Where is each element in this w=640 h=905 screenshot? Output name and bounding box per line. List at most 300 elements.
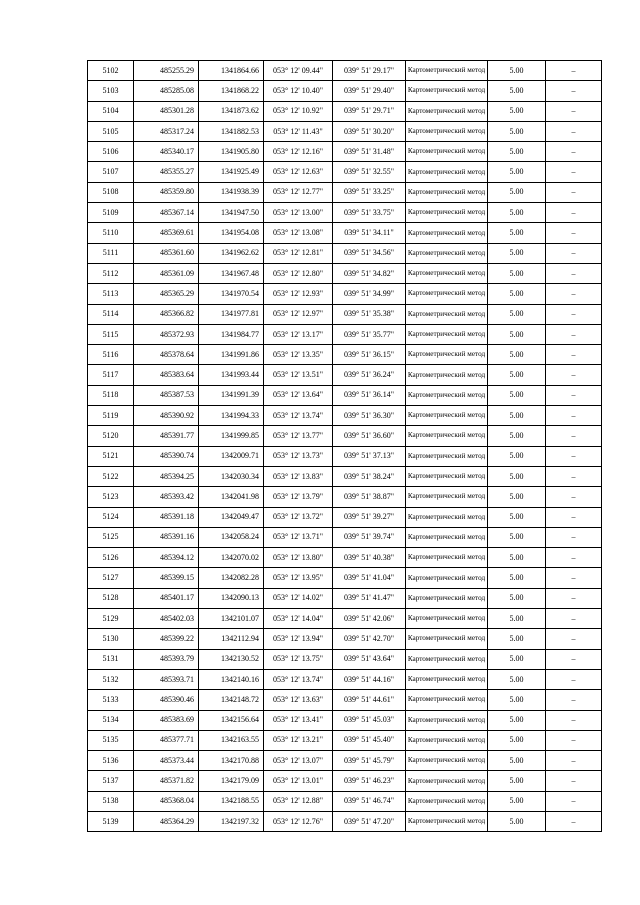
description-cell: – bbox=[546, 730, 602, 750]
y-coordinate-cell: 1342130.52 bbox=[199, 649, 264, 669]
table-row bbox=[88, 121, 602, 141]
accuracy-cell: 5.00 bbox=[488, 81, 546, 101]
x-coordinate-cell: 485391.77 bbox=[134, 426, 199, 446]
table-row bbox=[88, 669, 602, 689]
accuracy-cell: 5.00 bbox=[488, 609, 546, 629]
description-cell: – bbox=[546, 142, 602, 162]
point-number-cell: 5123 bbox=[88, 487, 134, 507]
accuracy-cell: 5.00 bbox=[488, 182, 546, 202]
y-coordinate-cell: 1342170.88 bbox=[199, 751, 264, 771]
longitude-cell: 039° 51' 37.13" bbox=[333, 446, 406, 466]
accuracy-cell: 5.00 bbox=[488, 710, 546, 730]
x-coordinate-cell: 485361.60 bbox=[134, 243, 199, 263]
description-cell: – bbox=[546, 568, 602, 588]
method-cell: Картометрический метод bbox=[406, 507, 488, 527]
method-cell: Картометрический метод bbox=[406, 81, 488, 101]
y-coordinate-cell: 1341991.86 bbox=[199, 345, 264, 365]
description-cell: – bbox=[546, 365, 602, 385]
method-cell: Картометрический метод bbox=[406, 101, 488, 121]
method-cell: Картометрический метод bbox=[406, 324, 488, 344]
method-cell: Картометрический метод bbox=[406, 669, 488, 689]
method-cell: Картометрический метод bbox=[406, 588, 488, 608]
table-row bbox=[88, 609, 602, 629]
table-row bbox=[88, 243, 602, 263]
x-coordinate-cell: 485387.53 bbox=[134, 385, 199, 405]
table-body bbox=[88, 61, 602, 832]
table-row bbox=[88, 527, 602, 547]
description-cell: – bbox=[546, 426, 602, 446]
x-coordinate-cell: 485255.29 bbox=[134, 61, 199, 81]
method-cell: Картометрический метод bbox=[406, 730, 488, 750]
x-coordinate-cell: 485377.71 bbox=[134, 730, 199, 750]
latitude-cell: 053° 12' 09.44" bbox=[264, 61, 333, 81]
y-coordinate-cell: 1341999.85 bbox=[199, 426, 264, 446]
y-coordinate-cell: 1342058.24 bbox=[199, 527, 264, 547]
coordinates-table bbox=[87, 60, 602, 832]
x-coordinate-cell: 485383.69 bbox=[134, 710, 199, 730]
accuracy-cell: 5.00 bbox=[488, 284, 546, 304]
latitude-cell: 053° 12' 12.80" bbox=[264, 263, 333, 283]
x-coordinate-cell: 485372.93 bbox=[134, 324, 199, 344]
table-row bbox=[88, 162, 602, 182]
point-number-cell: 5130 bbox=[88, 629, 134, 649]
point-number-cell: 5111 bbox=[88, 243, 134, 263]
description-cell: – bbox=[546, 446, 602, 466]
table-row bbox=[88, 203, 602, 223]
table-row bbox=[88, 385, 602, 405]
y-coordinate-cell: 1342030.34 bbox=[199, 466, 264, 486]
table-row bbox=[88, 61, 602, 81]
x-coordinate-cell: 485340.17 bbox=[134, 142, 199, 162]
latitude-cell: 053° 12' 13.94" bbox=[264, 629, 333, 649]
y-coordinate-cell: 1342148.72 bbox=[199, 690, 264, 710]
accuracy-cell: 5.00 bbox=[488, 771, 546, 791]
table-row bbox=[88, 548, 602, 568]
table-row bbox=[88, 487, 602, 507]
method-cell: Картометрический метод bbox=[406, 568, 488, 588]
longitude-cell: 039° 51' 36.30" bbox=[333, 406, 406, 426]
accuracy-cell: 5.00 bbox=[488, 446, 546, 466]
y-coordinate-cell: 1342070.02 bbox=[199, 548, 264, 568]
point-number-cell: 5120 bbox=[88, 426, 134, 446]
point-number-cell: 5105 bbox=[88, 121, 134, 141]
latitude-cell: 053° 12' 13.41" bbox=[264, 710, 333, 730]
accuracy-cell: 5.00 bbox=[488, 324, 546, 344]
longitude-cell: 039° 51' 38.24" bbox=[333, 466, 406, 486]
point-number-cell: 5138 bbox=[88, 791, 134, 811]
method-cell: Картометрический метод bbox=[406, 406, 488, 426]
accuracy-cell: 5.00 bbox=[488, 507, 546, 527]
longitude-cell: 039° 51' 34.99" bbox=[333, 284, 406, 304]
table-row bbox=[88, 324, 602, 344]
accuracy-cell: 5.00 bbox=[488, 487, 546, 507]
point-number-cell: 5103 bbox=[88, 81, 134, 101]
accuracy-cell: 5.00 bbox=[488, 406, 546, 426]
y-coordinate-cell: 1341905.80 bbox=[199, 142, 264, 162]
x-coordinate-cell: 485391.16 bbox=[134, 527, 199, 547]
table-row bbox=[88, 690, 602, 710]
latitude-cell: 053° 12' 13.73" bbox=[264, 446, 333, 466]
description-cell: – bbox=[546, 771, 602, 791]
method-cell: Картометрический метод bbox=[406, 710, 488, 730]
method-cell: Картометрический метод bbox=[406, 304, 488, 324]
description-cell: – bbox=[546, 466, 602, 486]
latitude-cell: 053° 12' 13.83" bbox=[264, 466, 333, 486]
latitude-cell: 053° 12' 13.74" bbox=[264, 669, 333, 689]
description-cell: – bbox=[546, 162, 602, 182]
longitude-cell: 039° 51' 43.64" bbox=[333, 649, 406, 669]
x-coordinate-cell: 485285.08 bbox=[134, 81, 199, 101]
point-number-cell: 5125 bbox=[88, 527, 134, 547]
latitude-cell: 053° 12' 13.07" bbox=[264, 751, 333, 771]
table-row bbox=[88, 730, 602, 750]
longitude-cell: 039° 51' 36.60" bbox=[333, 426, 406, 446]
accuracy-cell: 5.00 bbox=[488, 690, 546, 710]
accuracy-cell: 5.00 bbox=[488, 811, 546, 831]
x-coordinate-cell: 485402.03 bbox=[134, 609, 199, 629]
description-cell: – bbox=[546, 669, 602, 689]
point-number-cell: 5122 bbox=[88, 466, 134, 486]
accuracy-cell: 5.00 bbox=[488, 568, 546, 588]
method-cell: Картометрический метод bbox=[406, 263, 488, 283]
description-cell: – bbox=[546, 690, 602, 710]
table-row bbox=[88, 751, 602, 771]
longitude-cell: 039° 51' 34.82" bbox=[333, 263, 406, 283]
point-number-cell: 5114 bbox=[88, 304, 134, 324]
latitude-cell: 053° 12' 12.77" bbox=[264, 182, 333, 202]
latitude-cell: 053° 12' 13.00" bbox=[264, 203, 333, 223]
accuracy-cell: 5.00 bbox=[488, 365, 546, 385]
description-cell: – bbox=[546, 223, 602, 243]
y-coordinate-cell: 1341984.77 bbox=[199, 324, 264, 344]
x-coordinate-cell: 485399.15 bbox=[134, 568, 199, 588]
point-number-cell: 5121 bbox=[88, 446, 134, 466]
description-cell: – bbox=[546, 101, 602, 121]
longitude-cell: 039° 51' 36.24" bbox=[333, 365, 406, 385]
y-coordinate-cell: 1341882.53 bbox=[199, 121, 264, 141]
x-coordinate-cell: 485367.14 bbox=[134, 203, 199, 223]
description-cell: – bbox=[546, 406, 602, 426]
description-cell: – bbox=[546, 710, 602, 730]
point-number-cell: 5113 bbox=[88, 284, 134, 304]
table-row bbox=[88, 588, 602, 608]
point-number-cell: 5132 bbox=[88, 669, 134, 689]
table-row bbox=[88, 101, 602, 121]
x-coordinate-cell: 485391.18 bbox=[134, 507, 199, 527]
method-cell: Картометрический метод bbox=[406, 142, 488, 162]
longitude-cell: 039° 51' 47.20" bbox=[333, 811, 406, 831]
table-row bbox=[88, 263, 602, 283]
y-coordinate-cell: 1342179.09 bbox=[199, 771, 264, 791]
longitude-cell: 039° 51' 46.23" bbox=[333, 771, 406, 791]
description-cell: – bbox=[546, 263, 602, 283]
accuracy-cell: 5.00 bbox=[488, 527, 546, 547]
method-cell: Картометрический метод bbox=[406, 811, 488, 831]
method-cell: Картометрический метод bbox=[406, 61, 488, 81]
description-cell: – bbox=[546, 203, 602, 223]
table-row bbox=[88, 507, 602, 527]
y-coordinate-cell: 1341864.66 bbox=[199, 61, 264, 81]
longitude-cell: 039° 51' 45.03" bbox=[333, 710, 406, 730]
method-cell: Картометрический метод bbox=[406, 446, 488, 466]
x-coordinate-cell: 485365.29 bbox=[134, 284, 199, 304]
accuracy-cell: 5.00 bbox=[488, 629, 546, 649]
accuracy-cell: 5.00 bbox=[488, 466, 546, 486]
longitude-cell: 039° 51' 40.38" bbox=[333, 548, 406, 568]
x-coordinate-cell: 485394.12 bbox=[134, 548, 199, 568]
point-number-cell: 5124 bbox=[88, 507, 134, 527]
method-cell: Картометрический метод bbox=[406, 466, 488, 486]
point-number-cell: 5135 bbox=[88, 730, 134, 750]
latitude-cell: 053° 12' 13.79" bbox=[264, 487, 333, 507]
longitude-cell: 039° 51' 33.25" bbox=[333, 182, 406, 202]
y-coordinate-cell: 1342163.55 bbox=[199, 730, 264, 750]
point-number-cell: 5106 bbox=[88, 142, 134, 162]
table-row bbox=[88, 568, 602, 588]
latitude-cell: 053° 12' 12.88" bbox=[264, 791, 333, 811]
latitude-cell: 053° 12' 13.77" bbox=[264, 426, 333, 446]
x-coordinate-cell: 485378.64 bbox=[134, 345, 199, 365]
method-cell: Картометрический метод bbox=[406, 284, 488, 304]
y-coordinate-cell: 1341954.08 bbox=[199, 223, 264, 243]
description-cell: – bbox=[546, 324, 602, 344]
point-number-cell: 5134 bbox=[88, 710, 134, 730]
table-row bbox=[88, 426, 602, 446]
method-cell: Картометрический метод bbox=[406, 791, 488, 811]
description-cell: – bbox=[546, 791, 602, 811]
longitude-cell: 039° 51' 45.79" bbox=[333, 751, 406, 771]
point-number-cell: 5133 bbox=[88, 690, 134, 710]
table-row bbox=[88, 304, 602, 324]
y-coordinate-cell: 1342140.16 bbox=[199, 669, 264, 689]
point-number-cell: 5104 bbox=[88, 101, 134, 121]
longitude-cell: 039° 51' 29.71" bbox=[333, 101, 406, 121]
x-coordinate-cell: 485364.29 bbox=[134, 811, 199, 831]
accuracy-cell: 5.00 bbox=[488, 385, 546, 405]
point-number-cell: 5110 bbox=[88, 223, 134, 243]
longitude-cell: 039° 51' 30.20" bbox=[333, 121, 406, 141]
longitude-cell: 039° 51' 36.15" bbox=[333, 345, 406, 365]
x-coordinate-cell: 485393.42 bbox=[134, 487, 199, 507]
table-row bbox=[88, 771, 602, 791]
method-cell: Картометрический метод bbox=[406, 649, 488, 669]
point-number-cell: 5139 bbox=[88, 811, 134, 831]
longitude-cell: 039° 51' 29.17" bbox=[333, 61, 406, 81]
longitude-cell: 039° 51' 44.16" bbox=[333, 669, 406, 689]
x-coordinate-cell: 485393.71 bbox=[134, 669, 199, 689]
point-number-cell: 5119 bbox=[88, 406, 134, 426]
x-coordinate-cell: 485394.25 bbox=[134, 466, 199, 486]
point-number-cell: 5118 bbox=[88, 385, 134, 405]
point-number-cell: 5137 bbox=[88, 771, 134, 791]
method-cell: Картометрический метод bbox=[406, 548, 488, 568]
point-number-cell: 5108 bbox=[88, 182, 134, 202]
longitude-cell: 039° 51' 39.74" bbox=[333, 527, 406, 547]
point-number-cell: 5112 bbox=[88, 263, 134, 283]
y-coordinate-cell: 1341994.33 bbox=[199, 406, 264, 426]
method-cell: Картометрический метод bbox=[406, 203, 488, 223]
x-coordinate-cell: 485373.44 bbox=[134, 751, 199, 771]
x-coordinate-cell: 485393.79 bbox=[134, 649, 199, 669]
latitude-cell: 053° 12' 12.63" bbox=[264, 162, 333, 182]
longitude-cell: 039° 51' 36.14" bbox=[333, 385, 406, 405]
y-coordinate-cell: 1341970.54 bbox=[199, 284, 264, 304]
x-coordinate-cell: 485361.09 bbox=[134, 263, 199, 283]
y-coordinate-cell: 1342112.94 bbox=[199, 629, 264, 649]
x-coordinate-cell: 485301.28 bbox=[134, 101, 199, 121]
accuracy-cell: 5.00 bbox=[488, 649, 546, 669]
description-cell: – bbox=[546, 345, 602, 365]
longitude-cell: 039° 51' 38.87" bbox=[333, 487, 406, 507]
method-cell: Картометрический метод bbox=[406, 629, 488, 649]
accuracy-cell: 5.00 bbox=[488, 791, 546, 811]
table-row bbox=[88, 649, 602, 669]
point-number-cell: 5136 bbox=[88, 751, 134, 771]
method-cell: Картометрический метод bbox=[406, 609, 488, 629]
y-coordinate-cell: 1341977.81 bbox=[199, 304, 264, 324]
latitude-cell: 053° 12' 13.80" bbox=[264, 548, 333, 568]
description-cell: – bbox=[546, 811, 602, 831]
table-row bbox=[88, 142, 602, 162]
latitude-cell: 053° 12' 12.93" bbox=[264, 284, 333, 304]
y-coordinate-cell: 1342197.32 bbox=[199, 811, 264, 831]
table-row bbox=[88, 365, 602, 385]
accuracy-cell: 5.00 bbox=[488, 142, 546, 162]
x-coordinate-cell: 485369.61 bbox=[134, 223, 199, 243]
x-coordinate-cell: 485390.74 bbox=[134, 446, 199, 466]
method-cell: Картометрический метод bbox=[406, 751, 488, 771]
accuracy-cell: 5.00 bbox=[488, 223, 546, 243]
y-coordinate-cell: 1342156.64 bbox=[199, 710, 264, 730]
latitude-cell: 053° 12' 12.16" bbox=[264, 142, 333, 162]
latitude-cell: 053° 12' 12.76" bbox=[264, 811, 333, 831]
description-cell: – bbox=[546, 649, 602, 669]
y-coordinate-cell: 1341991.39 bbox=[199, 385, 264, 405]
y-coordinate-cell: 1341938.39 bbox=[199, 182, 264, 202]
longitude-cell: 039° 51' 34.11" bbox=[333, 223, 406, 243]
y-coordinate-cell: 1342049.47 bbox=[199, 507, 264, 527]
longitude-cell: 039° 51' 35.38" bbox=[333, 304, 406, 324]
point-number-cell: 5129 bbox=[88, 609, 134, 629]
description-cell: – bbox=[546, 243, 602, 263]
latitude-cell: 053° 12' 13.35" bbox=[264, 345, 333, 365]
latitude-cell: 053° 12' 13.51" bbox=[264, 365, 333, 385]
method-cell: Картометрический метод bbox=[406, 690, 488, 710]
description-cell: – bbox=[546, 284, 602, 304]
description-cell: – bbox=[546, 61, 602, 81]
method-cell: Картометрический метод bbox=[406, 345, 488, 365]
longitude-cell: 039° 51' 34.56" bbox=[333, 243, 406, 263]
accuracy-cell: 5.00 bbox=[488, 61, 546, 81]
description-cell: – bbox=[546, 751, 602, 771]
longitude-cell: 039° 51' 42.06" bbox=[333, 609, 406, 629]
x-coordinate-cell: 485390.92 bbox=[134, 406, 199, 426]
x-coordinate-cell: 485371.82 bbox=[134, 771, 199, 791]
method-cell: Картометрический метод bbox=[406, 121, 488, 141]
y-coordinate-cell: 1341925.49 bbox=[199, 162, 264, 182]
method-cell: Картометрический метод bbox=[406, 426, 488, 446]
x-coordinate-cell: 485390.46 bbox=[134, 690, 199, 710]
y-coordinate-cell: 1341962.62 bbox=[199, 243, 264, 263]
table-row bbox=[88, 446, 602, 466]
description-cell: – bbox=[546, 548, 602, 568]
point-number-cell: 5116 bbox=[88, 345, 134, 365]
y-coordinate-cell: 1341868.22 bbox=[199, 81, 264, 101]
latitude-cell: 053° 12' 10.40" bbox=[264, 81, 333, 101]
method-cell: Картометрический метод bbox=[406, 162, 488, 182]
method-cell: Картометрический метод bbox=[406, 385, 488, 405]
x-coordinate-cell: 485383.64 bbox=[134, 365, 199, 385]
point-number-cell: 5126 bbox=[88, 548, 134, 568]
method-cell: Картометрический метод bbox=[406, 365, 488, 385]
latitude-cell: 053° 12' 13.17" bbox=[264, 324, 333, 344]
longitude-cell: 039° 51' 35.77" bbox=[333, 324, 406, 344]
longitude-cell: 039° 51' 41.04" bbox=[333, 568, 406, 588]
method-cell: Картометрический метод bbox=[406, 223, 488, 243]
accuracy-cell: 5.00 bbox=[488, 669, 546, 689]
table-row bbox=[88, 811, 602, 831]
longitude-cell: 039° 51' 46.74" bbox=[333, 791, 406, 811]
table-row bbox=[88, 466, 602, 486]
x-coordinate-cell: 485366.82 bbox=[134, 304, 199, 324]
accuracy-cell: 5.00 bbox=[488, 345, 546, 365]
latitude-cell: 053° 12' 13.08" bbox=[264, 223, 333, 243]
latitude-cell: 053° 12' 14.04" bbox=[264, 609, 333, 629]
longitude-cell: 039° 51' 42.70" bbox=[333, 629, 406, 649]
latitude-cell: 053° 12' 13.01" bbox=[264, 771, 333, 791]
method-cell: Картометрический метод bbox=[406, 182, 488, 202]
y-coordinate-cell: 1341873.62 bbox=[199, 101, 264, 121]
point-number-cell: 5127 bbox=[88, 568, 134, 588]
point-number-cell: 5102 bbox=[88, 61, 134, 81]
table-row bbox=[88, 710, 602, 730]
table-row bbox=[88, 182, 602, 202]
latitude-cell: 053° 12' 13.21" bbox=[264, 730, 333, 750]
accuracy-cell: 5.00 bbox=[488, 730, 546, 750]
method-cell: Картометрический метод bbox=[406, 771, 488, 791]
latitude-cell: 053° 12' 10.92" bbox=[264, 101, 333, 121]
description-cell: – bbox=[546, 588, 602, 608]
y-coordinate-cell: 1342009.71 bbox=[199, 446, 264, 466]
latitude-cell: 053° 12' 13.95" bbox=[264, 568, 333, 588]
latitude-cell: 053° 12' 12.97" bbox=[264, 304, 333, 324]
description-cell: – bbox=[546, 81, 602, 101]
accuracy-cell: 5.00 bbox=[488, 263, 546, 283]
description-cell: – bbox=[546, 304, 602, 324]
y-coordinate-cell: 1341967.48 bbox=[199, 263, 264, 283]
point-number-cell: 5109 bbox=[88, 203, 134, 223]
description-cell: – bbox=[546, 385, 602, 405]
x-coordinate-cell: 485359.80 bbox=[134, 182, 199, 202]
table-row bbox=[88, 81, 602, 101]
x-coordinate-cell: 485368.04 bbox=[134, 791, 199, 811]
method-cell: Картометрический метод bbox=[406, 527, 488, 547]
longitude-cell: 039° 51' 31.48" bbox=[333, 142, 406, 162]
latitude-cell: 053° 12' 13.71" bbox=[264, 527, 333, 547]
description-cell: – bbox=[546, 182, 602, 202]
y-coordinate-cell: 1342041.98 bbox=[199, 487, 264, 507]
accuracy-cell: 5.00 bbox=[488, 588, 546, 608]
description-cell: – bbox=[546, 121, 602, 141]
accuracy-cell: 5.00 bbox=[488, 426, 546, 446]
description-cell: – bbox=[546, 507, 602, 527]
accuracy-cell: 5.00 bbox=[488, 243, 546, 263]
longitude-cell: 039° 51' 32.55" bbox=[333, 162, 406, 182]
latitude-cell: 053° 12' 14.02" bbox=[264, 588, 333, 608]
accuracy-cell: 5.00 bbox=[488, 548, 546, 568]
accuracy-cell: 5.00 bbox=[488, 162, 546, 182]
latitude-cell: 053° 12' 11.43" bbox=[264, 121, 333, 141]
